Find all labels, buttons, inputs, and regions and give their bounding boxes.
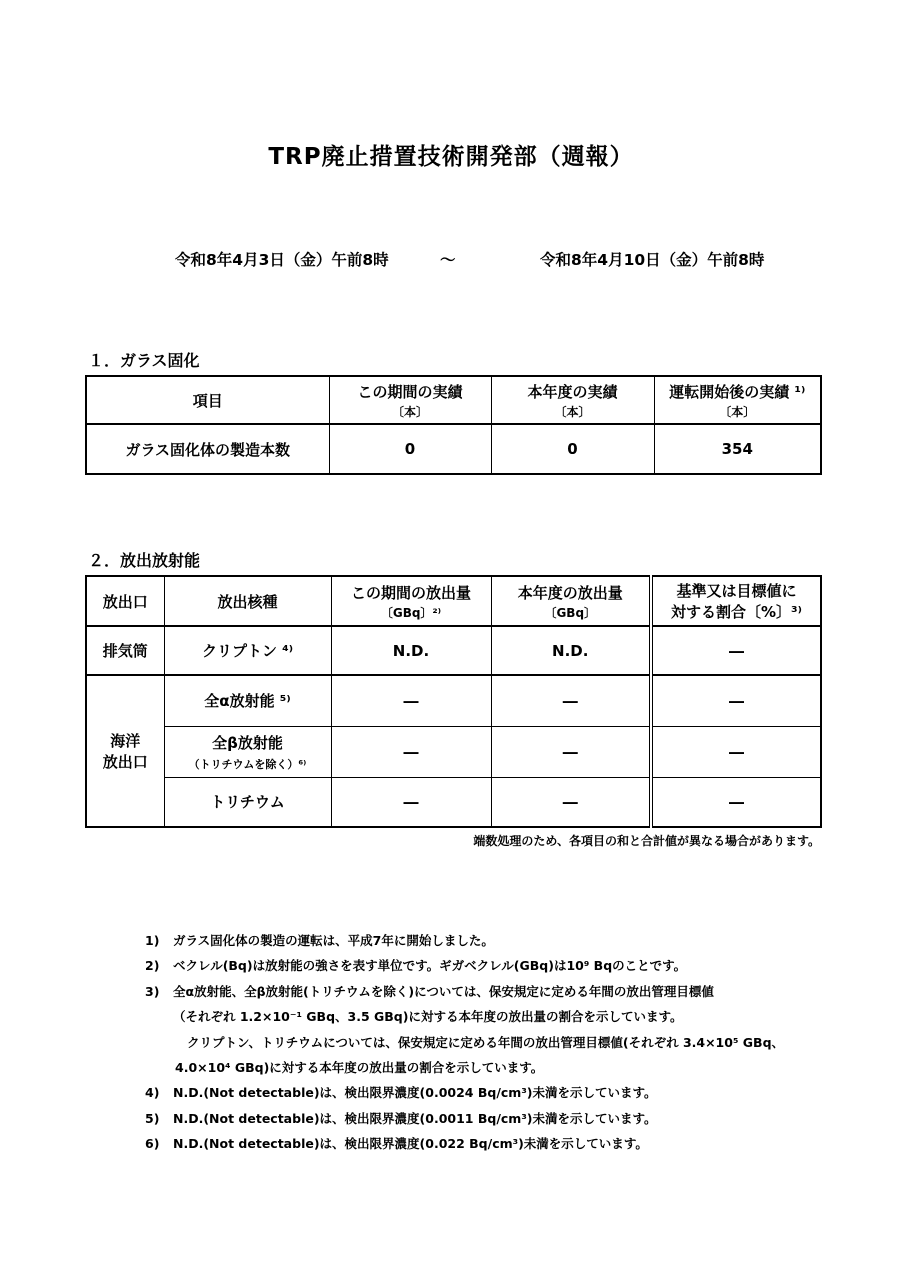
report-period xyxy=(0,248,902,270)
period-end: 令和8年4月10日（金）午前8時 xyxy=(540,251,765,269)
outlet-marine-line1: 海洋 xyxy=(110,732,141,750)
krypton-year-value: N.D. xyxy=(491,626,651,675)
footnote-1-text: ガラス固化体の製造の運転は、平成7年に開始しました。 xyxy=(173,933,494,948)
rounding-note: 端数処理のため、各項目の和と合計値が異なる場合があります。 xyxy=(473,834,820,848)
emission-row-alpha xyxy=(86,675,821,726)
section2-heading: ２．放出放射能 xyxy=(88,551,201,570)
footnote-3 xyxy=(145,982,785,1007)
footnote-3-line3: クリプトン、トリチウムについては、保安規定に定める年間の放出管理目標値(それぞれ 3.4×10⁵ GBq、 xyxy=(187,1034,785,1050)
footnote-6 xyxy=(145,1134,785,1159)
period-start: 令和8年4月3日（金）午前8時 xyxy=(175,251,389,269)
emission-th-period xyxy=(331,576,491,626)
footnote-4 xyxy=(145,1083,785,1108)
beta-nuclide-line1: 全β放射能 xyxy=(212,733,283,752)
emission-row-beta xyxy=(86,726,821,777)
footnote-3-continuation-2 xyxy=(145,1033,785,1058)
beta-nuclide-cell xyxy=(164,726,331,777)
released-radioactivity-table xyxy=(85,575,822,828)
emission-th-outlet-label: 放出口 xyxy=(102,592,148,611)
footnote-3-number: 3) xyxy=(145,983,160,999)
glass-th-period xyxy=(329,376,491,424)
emission-th-nuclide-label: 放出核種 xyxy=(217,592,278,611)
footnote-1 xyxy=(145,931,785,956)
footnote-5 xyxy=(145,1109,785,1134)
krypton-ratio-value: ― xyxy=(651,626,821,675)
glass-table-header-row xyxy=(86,376,821,424)
glass-th-total-unit: 〔本〕 xyxy=(719,404,756,419)
glass-th-total-label: 運転開始後の実績 ¹⁾ xyxy=(669,382,806,401)
footnote-3-line2: （それぞれ 1.2×10⁻¹ GBq、3.5 GBq)に対する本年度の放出量の割合を示しています。 xyxy=(173,1009,683,1025)
footnote-6-number: 6) xyxy=(145,1136,160,1152)
alpha-nuclide-cell: 全α放射能 ⁵⁾ xyxy=(164,675,331,726)
glass-table-data-row xyxy=(86,424,821,474)
footnote-4-text: N.D.(Not detectable)は、検出限界濃度(0.0024 Bq/cm³)未満を示しています。 xyxy=(173,1085,657,1101)
krypton-period-value: N.D. xyxy=(331,626,491,675)
glass-th-item-label: 項目 xyxy=(192,391,223,410)
outlet-marine-line2: 放出口 xyxy=(102,753,148,771)
krypton-nuclide-cell: クリプトン ⁴⁾ xyxy=(164,626,331,675)
footnote-2-text: ベクレル(Bq)は放射能の強さを表す単位です。ギガベクレル(GBq)は10⁹ Bqのことです。 xyxy=(173,958,687,974)
footnotes xyxy=(145,931,785,1160)
emission-th-year-unit: 〔GBq〕 xyxy=(544,605,597,620)
beta-period-value: ― xyxy=(331,726,491,777)
emission-th-period-label: この期間の放出量 xyxy=(350,583,471,602)
emission-table-header-row xyxy=(86,576,821,626)
alpha-period-value: ― xyxy=(331,675,491,726)
glass-th-year xyxy=(491,376,654,424)
tilde-separator: ～ xyxy=(440,251,456,269)
emission-th-nuclide xyxy=(164,576,331,626)
footnote-3-continuation-3 xyxy=(145,1058,785,1083)
outlet-marine-cell xyxy=(86,675,164,827)
glass-row-year-value: 0 xyxy=(491,424,654,474)
alpha-year-value: ― xyxy=(491,675,651,726)
emission-th-year-label: 本年度の放出量 xyxy=(517,583,623,602)
glass-th-year-label: 本年度の実績 xyxy=(527,382,618,401)
page-title: TRP廃止措置技術開発部（週報） xyxy=(268,144,634,170)
footnote-2 xyxy=(145,956,785,981)
footnote-1-number: 1) xyxy=(145,933,160,948)
glass-th-period-label: この期間の実績 xyxy=(357,382,463,401)
glass-row-total-value: 354 xyxy=(654,424,821,474)
footnote-5-number: 5) xyxy=(145,1110,160,1126)
footnote-5-text: N.D.(Not detectable)は、検出限界濃度(0.0011 Bq/cm³)未満を示しています。 xyxy=(173,1110,657,1126)
tritium-ratio-value: ― xyxy=(651,777,821,827)
footnote-3-continuation-1 xyxy=(145,1007,785,1032)
outlet-stack-cell: 排気筒 xyxy=(86,626,164,675)
footnote-3-line1: 全α放射能、全β放射能(トリチウムを除く)については、保安規定に定める年間の放出管理目標値 xyxy=(173,983,714,999)
glass-th-period-unit: 〔本〕 xyxy=(391,404,428,419)
footnote-3-line4: 4.0×10⁴ GBq)に対する本年度の放出量の割合を示しています。 xyxy=(175,1059,544,1075)
glass-th-item xyxy=(86,376,329,424)
tritium-nuclide-cell: トリチウム xyxy=(164,777,331,827)
emission-row-krypton xyxy=(86,626,821,675)
emission-th-ratio-label-1: 基準又は目標値に xyxy=(676,582,797,600)
glass-th-year-unit: 〔本〕 xyxy=(554,404,591,419)
footnote-4-number: 4) xyxy=(145,1085,160,1101)
emission-th-period-unit: 〔GBq〕²⁾ xyxy=(380,605,442,620)
emission-row-tritium xyxy=(86,777,821,827)
alpha-ratio-value: ― xyxy=(651,675,821,726)
glass-solidification-table xyxy=(85,375,822,475)
emission-th-outlet xyxy=(86,576,164,626)
beta-nuclide-line2: （トリチウムを除く）⁶⁾ xyxy=(188,757,307,771)
beta-year-value: ― xyxy=(491,726,651,777)
emission-th-ratio xyxy=(651,576,821,626)
glass-th-total xyxy=(654,376,821,424)
footnote-6-text: N.D.(Not detectable)は、検出限界濃度(0.022 Bq/cm³)未満を示しています。 xyxy=(173,1136,648,1152)
beta-ratio-value: ― xyxy=(651,726,821,777)
emission-th-ratio-label-2: 対する割合〔%〕³⁾ xyxy=(671,603,802,621)
emission-th-year xyxy=(491,576,651,626)
section1-heading: １．ガラス固化 xyxy=(88,351,200,370)
glass-row-period-value: 0 xyxy=(329,424,491,474)
tritium-period-value: ― xyxy=(331,777,491,827)
tritium-year-value: ― xyxy=(491,777,651,827)
glass-row-label: ガラス固化体の製造本数 xyxy=(86,424,329,474)
footnote-2-number: 2) xyxy=(145,958,160,974)
